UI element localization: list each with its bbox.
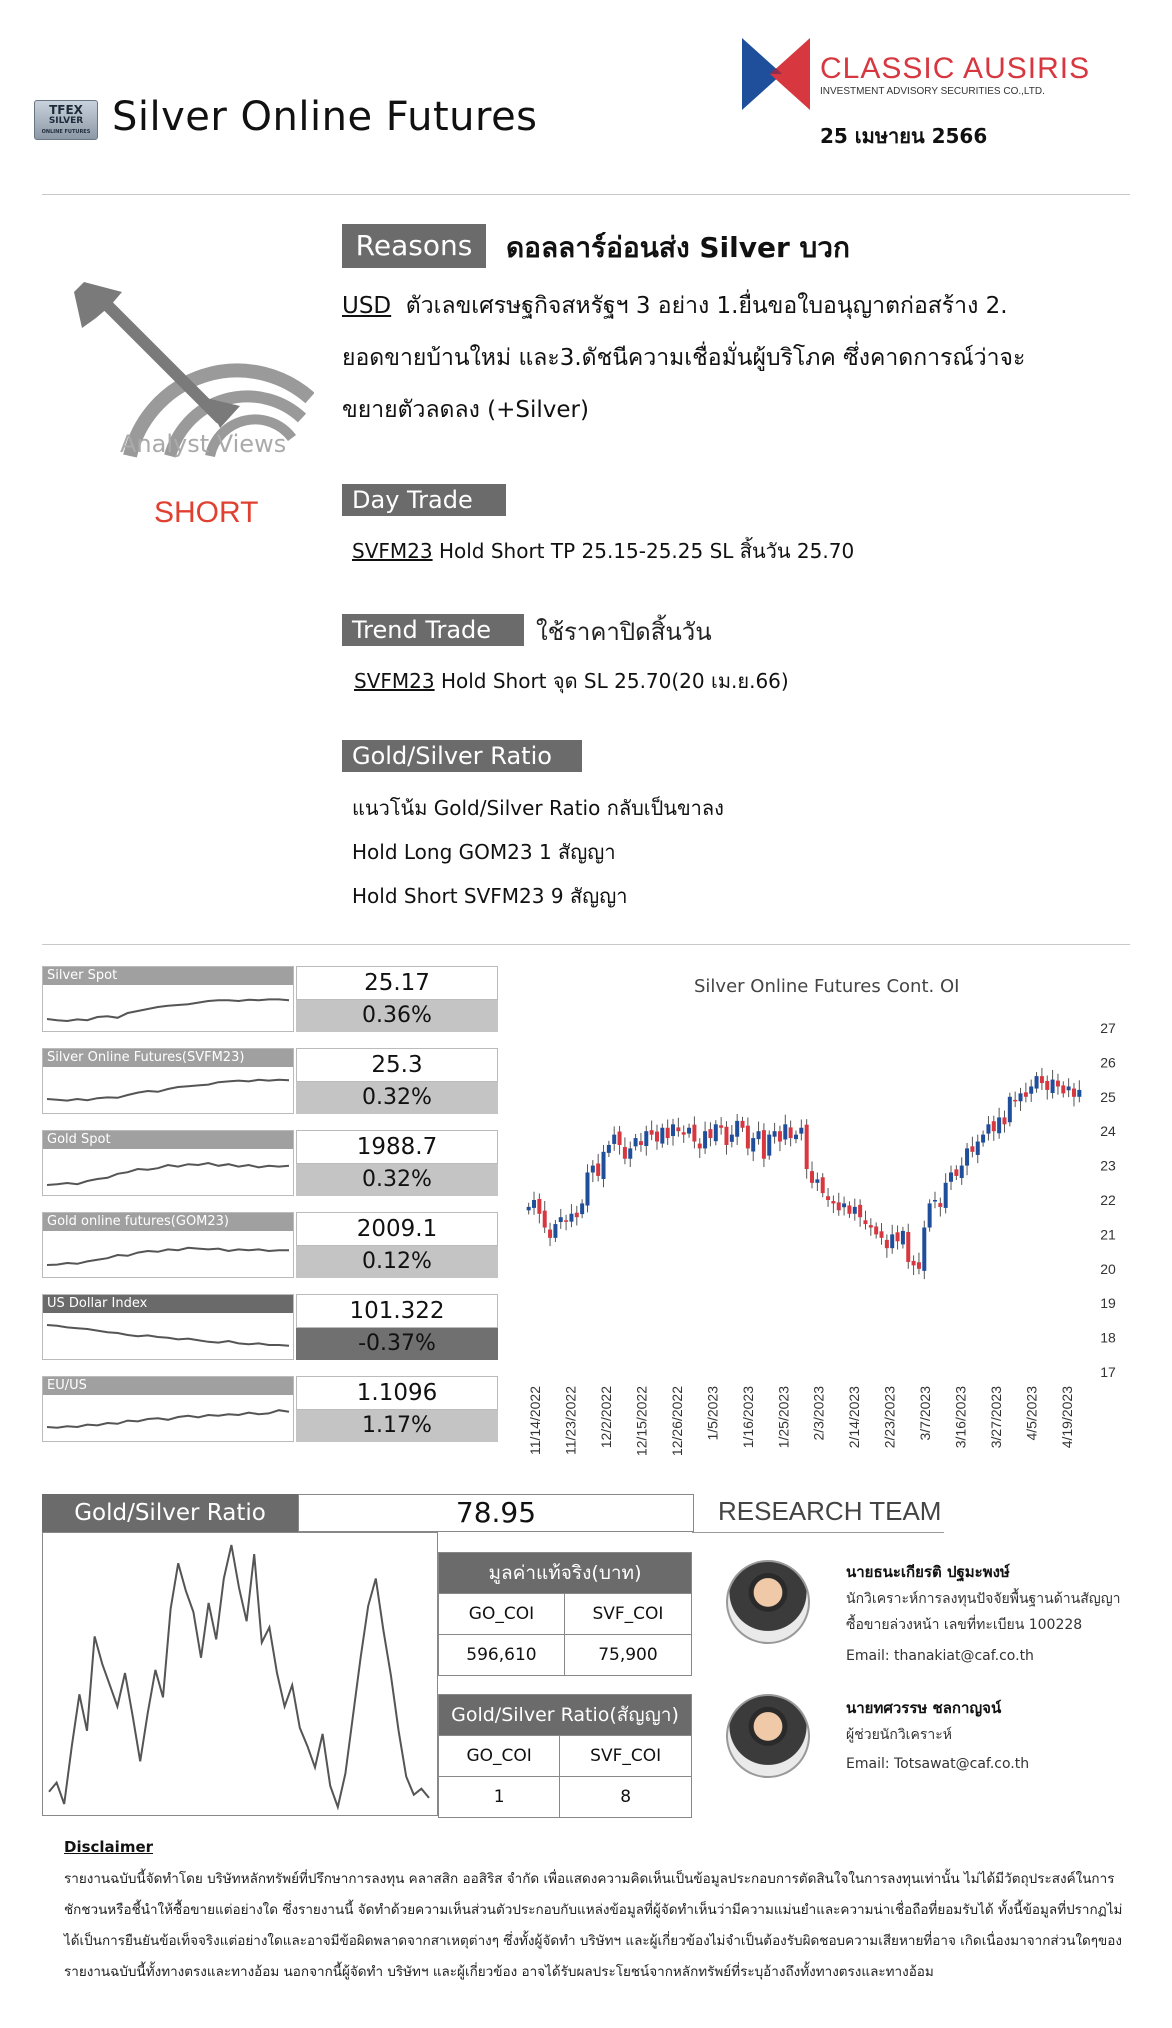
x-tick-label: 4/19/2023 (1059, 1386, 1075, 1449)
logo-text: SILVER (48, 116, 84, 126)
candle-body (938, 1203, 942, 1207)
candle-body (1072, 1089, 1076, 1097)
candle-body (1019, 1093, 1023, 1101)
x-tick-label: 11/14/2022 (527, 1386, 543, 1456)
candle-body (1061, 1085, 1065, 1093)
disclaimer-title: Disclaimer (64, 1838, 154, 1856)
market-value: 25.17 (296, 966, 498, 1000)
candle-body (762, 1130, 766, 1159)
market-label: Gold Spot (43, 1131, 293, 1149)
company-subtitle: INVESTMENT ADVISORY SECURITIES CO.,LTD. (820, 86, 1045, 97)
x-tick-label: 3/16/2023 (952, 1386, 969, 1449)
candle-body (537, 1199, 541, 1214)
analyst-email: Email: thanakiat@caf.co.th (846, 1648, 1034, 1664)
day-trade-text: Hold Short TP 25.15-25.25 SL สิ้นวัน 25.70 (438, 539, 855, 563)
tfex-silver-logo (34, 100, 98, 140)
market-label: EU/US (43, 1377, 293, 1395)
table-header: SVF_COI (564, 1594, 691, 1635)
market-label: Silver Spot (43, 967, 293, 985)
candle-body (997, 1117, 1001, 1133)
candle-body (906, 1232, 910, 1262)
x-tick-label: 2/14/2023 (846, 1386, 863, 1449)
candle-body (917, 1262, 921, 1269)
candle-body (896, 1232, 900, 1241)
divider (692, 1532, 944, 1533)
candle-body (639, 1141, 643, 1145)
market-label: US Dollar Index (43, 1295, 293, 1313)
candle-body (767, 1135, 771, 1156)
x-tick-label: 4/5/2023 (1023, 1386, 1040, 1441)
avatar (726, 1694, 810, 1778)
candle-body (682, 1132, 686, 1134)
sparkline-path (47, 1325, 289, 1346)
candle-body (724, 1127, 728, 1145)
candle-body (1024, 1092, 1028, 1096)
candle-body (815, 1179, 819, 1182)
candle-body (692, 1125, 696, 1142)
candle-body (650, 1130, 654, 1134)
real-value-table (438, 1552, 692, 1676)
candle-body (880, 1231, 884, 1238)
y-tick-label: 26 (1100, 1054, 1116, 1071)
candle-body (612, 1135, 616, 1144)
candle-body (618, 1132, 622, 1145)
sparkline-path (47, 1163, 289, 1185)
candle-body (634, 1138, 638, 1146)
day-trade-tag: Day Trade (342, 484, 506, 516)
candle-body (1035, 1076, 1039, 1088)
market-label: Silver Online Futures(SVFM23) (43, 1049, 293, 1067)
chart-title: Silver Online Futures Cont. OI (694, 976, 960, 997)
company-name: CLASSIC AUSIRIS (820, 52, 1091, 85)
avatar (726, 1560, 810, 1644)
market-value: 1988.7 (296, 1130, 498, 1164)
candle-body (853, 1207, 857, 1214)
candle-body (869, 1225, 873, 1227)
candle-body (773, 1131, 777, 1137)
divider (42, 194, 1130, 195)
sparkline-path (47, 1248, 289, 1265)
day-trade-line (352, 535, 854, 567)
candle-body (628, 1148, 632, 1158)
y-tick-label: 23 (1100, 1157, 1116, 1174)
candle-body (548, 1230, 552, 1238)
candle-body (874, 1226, 878, 1234)
candle-body (1045, 1081, 1049, 1090)
candle-body (730, 1135, 734, 1142)
trend-trade-line (354, 665, 789, 697)
y-tick-label: 21 (1100, 1226, 1116, 1243)
market-change: -0.37% (296, 1328, 498, 1360)
candle-body (644, 1131, 648, 1146)
symbol-label: SVFM23 (352, 539, 433, 563)
candle-body (655, 1132, 659, 1142)
table-title: Gold/Silver Ratio(สัญญา) (439, 1695, 692, 1736)
position-label: SHORT (154, 496, 259, 529)
candle-body (676, 1127, 680, 1131)
y-tick-label: 17 (1100, 1364, 1116, 1380)
usd-label: USD (342, 293, 392, 319)
candle-body (858, 1205, 862, 1217)
analyst-name: นายธนะเกียรติ ปฐมะพงษ์ (846, 1563, 1010, 1581)
candle-body (976, 1142, 980, 1155)
candle-body (623, 1147, 627, 1159)
candle-body (607, 1145, 611, 1153)
x-tick-label: 1/16/2023 (739, 1386, 756, 1449)
candle-body (783, 1124, 787, 1139)
market-value: 101.322 (296, 1294, 498, 1328)
ratio-line-chart (43, 1533, 437, 1815)
analyst-name: นายทศวรรษ ชลกาญจน์ (846, 1699, 1002, 1717)
candle-body (949, 1172, 953, 1181)
table-cell: 1 (439, 1777, 560, 1818)
candle-body (1008, 1097, 1012, 1122)
sparkline-path (47, 1410, 289, 1428)
candle-body (719, 1125, 723, 1127)
trend-trade-text: Hold Short จุด SL 25.70(20 เม.ย.66) (440, 669, 789, 693)
candle-body (826, 1196, 830, 1200)
candle-body (757, 1131, 761, 1139)
candle-body (698, 1144, 702, 1149)
x-tick-label: 2/3/2023 (810, 1386, 827, 1441)
candle-body (746, 1126, 750, 1149)
candle-body (805, 1125, 809, 1169)
reason-line: ขยายตัวลดลง (+Silver) (342, 397, 589, 423)
candle-body (789, 1127, 793, 1138)
candle-body (799, 1128, 803, 1134)
analyst-role: ซื้อขายล่วงหน้า เลขที่ทะเบียน 100228 (846, 1617, 1083, 1633)
logo-text: TFEX (49, 103, 83, 117)
trend-trade-note: ใช้ราคาปิดสิ้นวัน (536, 618, 712, 646)
candle-body (821, 1177, 825, 1193)
candle-body (569, 1214, 573, 1222)
market-change: 0.32% (296, 1082, 498, 1114)
candle-body (1040, 1076, 1044, 1083)
gold-silver-ratio-value: 78.95 (298, 1494, 694, 1532)
company-logo-icon (742, 38, 810, 110)
table-header: SVF_COI (560, 1736, 692, 1777)
ratio-chart-box (42, 1532, 438, 1816)
candle-body (687, 1128, 691, 1134)
x-tick-label: 12/15/2022 (633, 1386, 650, 1457)
candle-body (751, 1138, 755, 1151)
candle-body (585, 1172, 589, 1205)
candle-body (671, 1124, 675, 1136)
candle-body (954, 1169, 958, 1176)
market-change: 1.17% (296, 1410, 498, 1442)
candle-body (778, 1131, 782, 1141)
candle-body (810, 1171, 814, 1183)
market-label: Gold online futures(GOM23) (43, 1213, 293, 1231)
x-tick-label: 1/25/2023 (775, 1386, 792, 1449)
y-tick-label: 25 (1100, 1088, 1116, 1105)
candle-body (794, 1135, 798, 1139)
page-title: Silver Online Futures (112, 94, 538, 140)
ratio-line: Hold Short SVFM23 9 สัญญา (352, 884, 628, 908)
market-value: 1.1096 (296, 1376, 498, 1410)
candle-body (863, 1220, 867, 1224)
report-date: 25 เมษายน 2566 (820, 124, 988, 148)
gold-silver-ratio-tag: Gold/Silver Ratio (342, 740, 582, 772)
reason-text: ตัวเลขเศรษฐกิจสหรัฐฯ 3 อย่าง 1.ยื่นขอใบอนุญาตก่อสร้าง 2. (405, 293, 1008, 319)
candle-body (847, 1206, 851, 1214)
candle-body (741, 1121, 745, 1128)
candle-body (837, 1202, 841, 1210)
x-tick-label: 11/23/2022 (562, 1386, 579, 1456)
candle-body (981, 1135, 985, 1143)
ratio-line: แนวโน้ม Gold/Silver Ratio กลับเป็นขาลง (352, 796, 724, 820)
table-cell: 8 (560, 1777, 692, 1818)
candle-body (970, 1146, 974, 1152)
x-tick-label: 12/2/2022 (597, 1386, 614, 1449)
candle-body (992, 1121, 996, 1131)
candle-body (1013, 1100, 1017, 1102)
y-tick-label: 24 (1100, 1123, 1116, 1140)
candle-body (928, 1203, 932, 1227)
candle-body (965, 1148, 969, 1165)
sparkline-path (47, 999, 289, 1021)
candle-body (553, 1224, 557, 1238)
candle-body (885, 1240, 889, 1248)
market-value: 2009.1 (296, 1212, 498, 1246)
market-box (42, 1130, 498, 1198)
candle-body (559, 1217, 563, 1222)
x-tick-label: 12/26/2022 (668, 1386, 685, 1457)
candle-body (944, 1183, 948, 1208)
market-box (42, 966, 498, 1034)
y-tick-label: 27 (1100, 1020, 1116, 1036)
x-tick-label: 1/5/2023 (704, 1386, 721, 1441)
reasons-tag: Reasons (342, 224, 486, 268)
market-value: 25.3 (296, 1048, 498, 1082)
ratio-line (49, 1545, 429, 1807)
candle-body (901, 1231, 905, 1244)
candle-body (1067, 1086, 1071, 1090)
x-tick-label: 3/27/2023 (988, 1386, 1005, 1449)
y-tick-label: 19 (1100, 1295, 1116, 1312)
candle-body (703, 1131, 707, 1148)
market-box (42, 1376, 498, 1444)
candlestick-chart (522, 1008, 1132, 1478)
candle-body (922, 1228, 926, 1271)
analyst-role: นักวิเคราะห์การลงทุนปัจจัยพื้นฐานด้านสัญญา (846, 1591, 1121, 1607)
market-box (42, 1294, 498, 1362)
table-header: GO_COI (439, 1736, 560, 1777)
table-cell: 75,900 (564, 1635, 691, 1676)
candle-body (1051, 1080, 1055, 1093)
reason-line: ยอดขายบ้านใหม่ และ3.ดัชนีความเชื่อมั่นผู้บริโภค ซึ่งคาดการณ์ว่าจะ (342, 345, 1026, 371)
candle-body (666, 1128, 670, 1138)
y-tick-label: 22 (1100, 1192, 1116, 1208)
candle-body (543, 1211, 547, 1228)
reasons-headline: ดอลลาร์อ่อนส่ง Silver บวก (506, 231, 850, 264)
table-header: GO_COI (439, 1594, 565, 1635)
y-tick-label: 20 (1100, 1260, 1116, 1277)
y-tick-label: 18 (1100, 1329, 1116, 1346)
candle-body (831, 1201, 835, 1203)
candle-body (912, 1261, 916, 1265)
symbol-label: SVFM23 (354, 669, 435, 693)
gold-silver-ratio-header: Gold/Silver Ratio (42, 1494, 298, 1532)
candle-body (580, 1203, 584, 1214)
candle-body (842, 1203, 846, 1207)
market-change: 0.36% (296, 1000, 498, 1032)
candle-body (735, 1121, 739, 1137)
analyst-email: Email: Totsawat@caf.co.th (846, 1756, 1030, 1772)
ratio-line: Hold Long GOM23 1 สัญญา (352, 840, 616, 864)
candle-body (714, 1124, 718, 1141)
candle-body (602, 1152, 606, 1179)
candle-body (564, 1220, 568, 1222)
candle-body (591, 1166, 595, 1173)
ratio-contract-table (438, 1694, 692, 1818)
reason-line (342, 288, 1008, 324)
candle-body (933, 1200, 937, 1202)
research-team-title: RESEARCH TEAM (718, 1496, 942, 1526)
x-tick-label: 3/7/2023 (917, 1386, 934, 1441)
x-tick-label: 2/23/2023 (881, 1386, 898, 1449)
market-change: 0.32% (296, 1164, 498, 1196)
table-cell: 596,610 (439, 1635, 565, 1676)
candle-body (596, 1164, 600, 1176)
candle-body (986, 1124, 990, 1133)
analyst-role: ผู้ช่วยนักวิเคราะห์ (846, 1727, 952, 1743)
candle-body (660, 1128, 664, 1144)
divider (42, 944, 1130, 945)
table-title: มูลค่าแท้จริง(บาท) (439, 1553, 692, 1594)
logo-text: ONLINE FUTURES (41, 129, 91, 135)
candle-body (575, 1213, 579, 1217)
disclaimer-text: รายงานฉบับนี้จัดทำโดย บริษัทหลักทรัพย์ที่ปรึกษาการลงทุน คลาสสิก ออสิริส จำกัด เพื่อแสดงความคิดเห็นเป็นข้อมูลประกอบการตัดสินใจในการลงทุนเท่านั้น ไม่ได้มีวัตถุประสงค์ในการชักชวนหรือชี้นำให้ซื้อขายแต่อย่างใด ซึ่งรายงานนี้ จัดทำด้วยความเห็นส่วนตัวประกอบกับแหล่งข้อมูลที่ผู้จัดทำเห็นว่ามีความแม่นยำและความน่าเชื่อถือที่ยอมรับได้ ทั้งนี้ข้อมูลที่ปรากฏไม่ได้เป็นการยืนยันข้อเท็จจริงแต่อย่างใดและอาจมีข้อผิดพลาดจากสาเหตุต่างๆ ซึ่งทั้งผู้จัดทำ บริษัทฯ และผู้เกี่ยวข้องไม่จำเป็นต้องรับผิดชอบความเสียหายที่อาจ เกิดเนื่องมาจากส่วนใดๆของรายงานฉบับนี้ทั้งทางตรงและทางอ้อม นอกจากนี้ผู้จัดทำ บริษัทฯ และผู้เกี่ยวข้อง อาจได้รับผลประโยชน์จากหลักทรัพย์ที่ระบุอ้างถึงทั้งทางตรงและทางอ้อม (64, 1871, 1123, 1980)
candle-body (527, 1207, 531, 1210)
candle-body (960, 1166, 964, 1178)
market-change: 0.12% (296, 1246, 498, 1278)
sparkline-path (47, 1080, 289, 1101)
candle-body (1002, 1117, 1006, 1124)
trend-trade-tag: Trend Trade (342, 614, 524, 646)
candle-body (708, 1129, 712, 1138)
candle-body (1029, 1086, 1033, 1093)
candle-body (890, 1234, 894, 1248)
candle-body (1056, 1081, 1060, 1087)
market-box (42, 1212, 498, 1280)
analyst-views-label: Analyst Views (120, 430, 287, 458)
market-box (42, 1048, 498, 1116)
candle-body (1077, 1090, 1081, 1097)
candle-body (532, 1200, 536, 1208)
